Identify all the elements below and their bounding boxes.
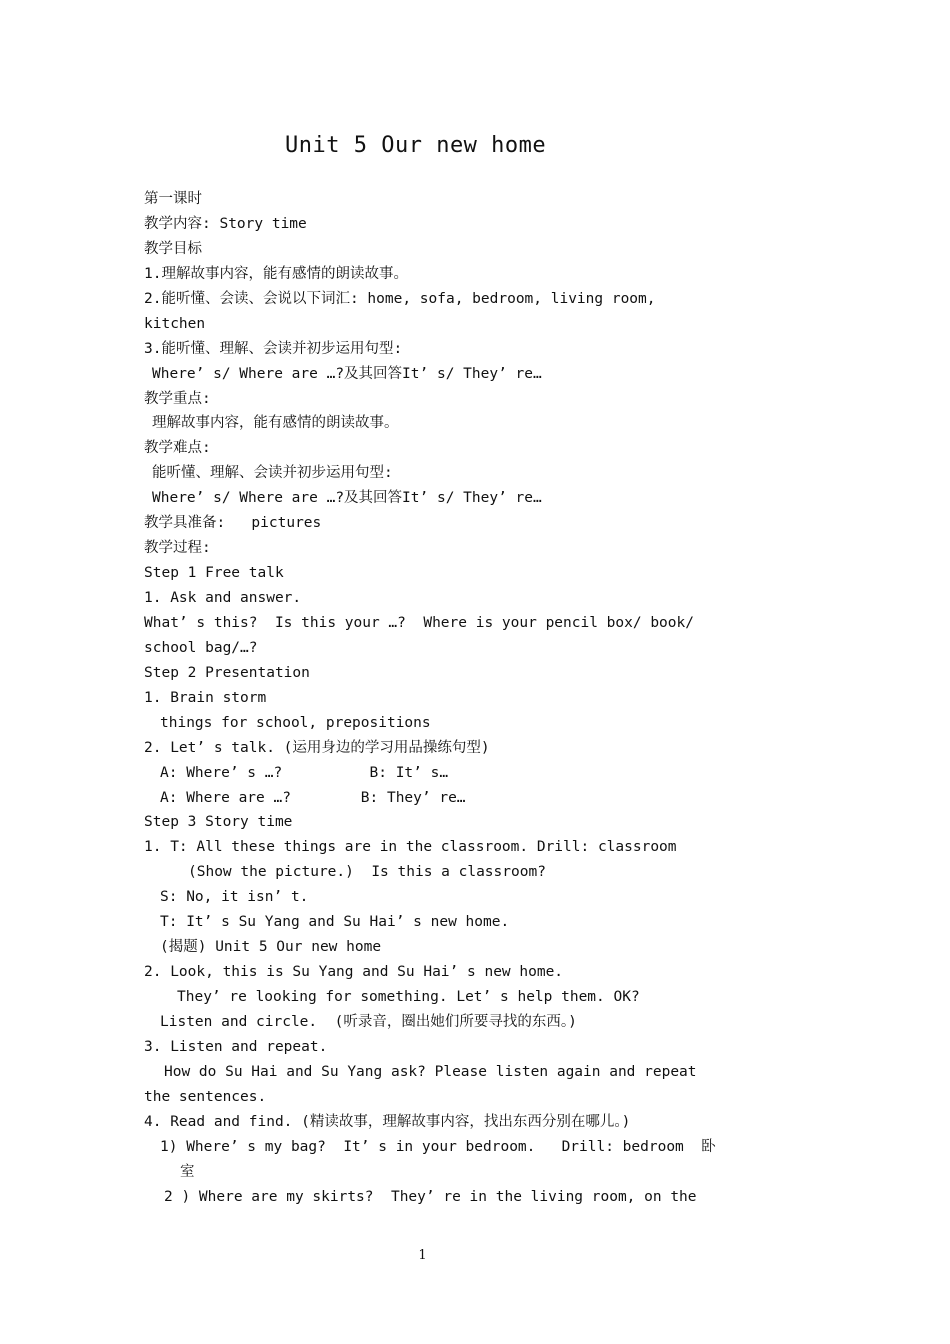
text-line: 能听懂、理解、会读并初步运用句型: bbox=[152, 465, 393, 482]
text-line: A: Where are …? B: They’ re… bbox=[160, 789, 466, 806]
text-line: 1. Brain storm bbox=[144, 689, 267, 706]
text-line: 1. T: All these things are in the classroom. Drill: classroom bbox=[144, 839, 677, 856]
text-line: 第一课时 bbox=[144, 191, 202, 207]
text-line: Step 1 Free talk bbox=[144, 565, 284, 582]
text-line: (揭题) Unit 5 Our new home bbox=[160, 939, 382, 956]
text-line: (Show the picture.) Is this a classroom? bbox=[188, 864, 546, 881]
text-line: S: No, it isn’ t. bbox=[160, 889, 309, 906]
text-line: 室 bbox=[180, 1163, 195, 1180]
document-title: Unit 5 Our new home bbox=[285, 133, 547, 158]
document-body bbox=[144, 187, 716, 1209]
page-number: 1 bbox=[418, 1248, 427, 1263]
text-line: Where’ s/ Where are …?及其回答It’ s/ They’ re… bbox=[152, 490, 542, 507]
text-line: the sentences. bbox=[144, 1088, 267, 1105]
text-line: 教学目标 bbox=[144, 240, 202, 257]
text-line: 教学难点: bbox=[144, 440, 211, 457]
text-line: Step 3 Story time bbox=[144, 814, 293, 831]
text-line: 2 ) Where are my skirts? They’ re in the living room, on the bbox=[164, 1188, 697, 1205]
text-line: 理解故事内容，能有感情的朗读故事。 bbox=[152, 415, 399, 432]
text-line: 2.能听懂、会读、会说以下词汇: home, sofa, bedroom, living room, bbox=[144, 290, 656, 307]
text-line: 1. Ask and answer. bbox=[144, 590, 302, 606]
text-line: 2. Let’ s talk. (运用身边的学习用品操练句型) bbox=[144, 739, 490, 756]
text-line: kitchen bbox=[144, 315, 206, 332]
text-line: 3. Listen and repeat. bbox=[144, 1038, 328, 1055]
text-line: Listen and circle. (听录音，圈出她们所要寻找的东西。) bbox=[160, 1013, 577, 1030]
text-line: Step 2 Presentation bbox=[144, 664, 310, 681]
text-line: 4. Read and find. (精读故事，理解故事内容，找出东西分别在哪儿。) bbox=[144, 1113, 631, 1130]
text-line: How do Su Hai and Su Yang ask? Please listen again and repeat bbox=[164, 1063, 697, 1080]
text-line: Where’ s/ Where are …?及其回答It’ s/ They’ re… bbox=[152, 365, 542, 382]
text-line: 1) Where’ s my bag? It’ s in your bedroom. Drill: bedroom 卧 bbox=[160, 1138, 716, 1155]
text-line: 3.能听懂、理解、会读并初步运用句型: bbox=[144, 340, 403, 357]
text-line: 教学重点: bbox=[144, 390, 211, 407]
text-line: T: It’ s Su Yang and Su Hai’ s new home. bbox=[160, 914, 510, 931]
text-line: What’ s this? Is this your …? Where is your pencil box/ book/ bbox=[144, 614, 694, 631]
text-line: school bag/…? bbox=[144, 639, 258, 656]
text-line: things for school, prepositions bbox=[160, 714, 431, 731]
text-line: 教学过程: bbox=[144, 540, 211, 557]
text-line: They’ re looking for something. Let’ s help them. OK? bbox=[177, 989, 640, 1005]
text-line: 教学内容: Story time bbox=[144, 215, 307, 232]
text-line: 教学具准备: pictures bbox=[144, 515, 322, 532]
text-line: 1.理解故事内容，能有感情的朗读故事。 bbox=[144, 265, 408, 282]
text-line: 2. Look, this is Su Yang and Su Hai’ s new home. bbox=[144, 964, 564, 981]
text-line: A: Where’ s …? B: It’ s… bbox=[160, 764, 449, 781]
